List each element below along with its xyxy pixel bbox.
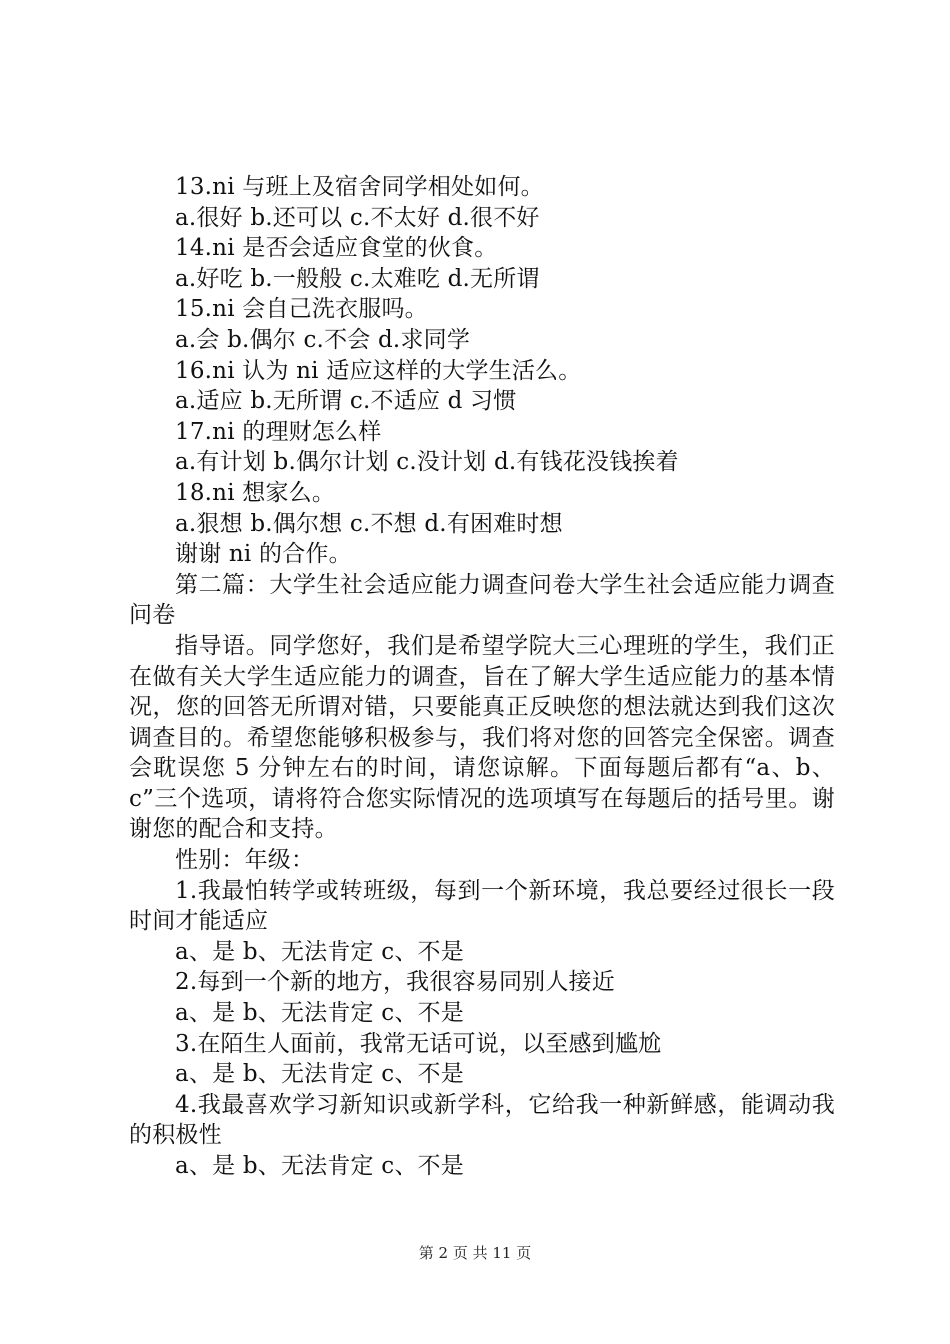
survey-question-1-options: a、是 b、无法肯定 c、不是 (175, 938, 464, 965)
survey-question-2: 2.每到一个新的地方，我很容易同别人接近 (175, 969, 615, 996)
section-title: 第二篇：大学生社会适应能力调查问卷大学生社会适应能力调查问卷 (129, 571, 835, 629)
survey-question-4-options: a、是 b、无法肯定 c、不是 (175, 1153, 464, 1179)
document-body (129, 172, 835, 1182)
question-15: 15.ni 会自己洗衣服吗。 (175, 296, 428, 323)
question-13-options: a.很好 b.还可以 c.不太好 d.很不好 (175, 204, 540, 231)
survey-question-3-options: a、是 b、无法肯定 c、不是 (175, 1061, 464, 1088)
question-17: 17.ni 的理财怎么样 (175, 418, 382, 445)
page-footer: 第 2 页 共 11 页 (418, 1244, 532, 1262)
question-18: 18.ni 想家么。 (175, 479, 336, 506)
survey-question-1: 1.我最怕转学或转班级，每到一个新环境，我总要经过很长一段时间才能适应 (129, 877, 835, 935)
survey-question-4: 4.我最喜欢学习新知识或新学科，它给我一种新鲜感，能调动我的积极性 (129, 1091, 835, 1149)
question-14: 14.ni 是否会适应食堂的伙食。 (175, 235, 498, 262)
question-13: 13.ni 与班上及宿舍同学相处如何。 (175, 174, 544, 200)
survey-question-3: 3.在陌生人面前，我常无话可说，以至感到尴尬 (175, 1030, 662, 1057)
thanks-line: 谢谢 ni 的合作。 (175, 541, 352, 568)
question-15-options: a.会 b.偶尔 c.不会 d.求同学 (175, 326, 471, 353)
question-18-options: a.狠想 b.偶尔想 c.不想 d.有困难时想 (175, 510, 563, 537)
question-16-options: a.适应 b.无所谓 c.不适应 d 习惯 (175, 388, 517, 415)
intro-paragraph: 指导语。同学您好，我们是希望学院大三心理班的学生，我们正在做有关大学生适应能力的调查，旨在了解大学生适应能力的基本情况，您的回答无所谓对错，只要能真正反映您的想法就达到我们这次调查目的。希望您能够积极参与，我们将对您的回答完全保密。调查会耽误您 5 分钟左右的时间，请您谅解。下面每题后都有“a、b、c”三个选项，请将符合您实际情况的选项填写在每题后的括号里。谢谢您的配合和支持。 (129, 632, 835, 843)
question-17-options: a.有计划 b.偶尔计划 c.没计划 d.有钱花没钱挨着 (175, 449, 679, 476)
gender-grade-line: 性别：年级： (175, 847, 315, 874)
question-16: 16.ni 认为 ni 适应这样的大学生活么。 (175, 357, 582, 384)
survey-question-2-options: a、是 b、无法肯定 c、不是 (175, 1000, 464, 1027)
question-14-options: a.好吃 b.一般般 c.太难吃 d.无所谓 (175, 265, 540, 292)
